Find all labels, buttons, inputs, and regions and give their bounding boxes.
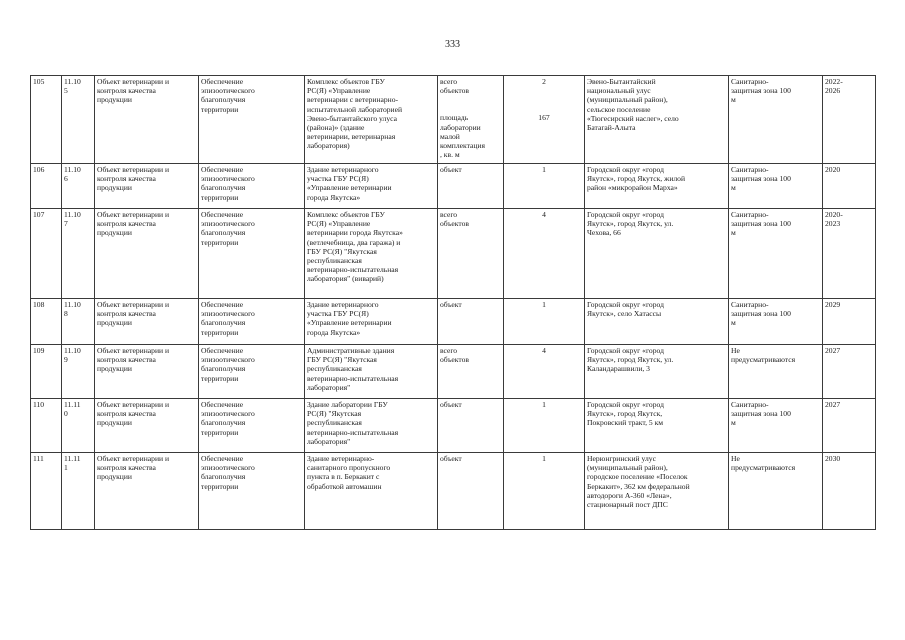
purpose-line: Обеспечение — [201, 77, 244, 86]
zone-line: защитная зона 100 — [731, 86, 791, 96]
year-line: 2030 — [825, 454, 841, 463]
object-name-line: ГБУ РС(Я) "Якутская — [307, 355, 377, 365]
unit-line: объектов — [440, 86, 469, 96]
object-type-line: контроля качества — [97, 86, 156, 96]
code-line: 11.10 — [64, 346, 81, 355]
value-cell — [504, 209, 585, 299]
unit-line: объектов — [440, 355, 469, 365]
year-cell — [823, 399, 876, 453]
value-cell — [504, 76, 585, 164]
code-line: 8 — [64, 309, 68, 319]
unit-line: , кв. м — [440, 150, 460, 160]
object-type-line: продукции — [97, 418, 132, 428]
unit-line: объектов — [440, 219, 469, 229]
code-line: 1 — [64, 463, 68, 473]
zone-line: м — [731, 318, 736, 328]
object-name-line: санитарного пропускного — [307, 463, 391, 473]
value: 4 — [542, 346, 546, 355]
location-line: Якутск», город Якутск, — [587, 409, 663, 419]
object-name-cell — [305, 345, 438, 399]
purpose-line: эпизоотического — [201, 309, 255, 319]
object-type-line: контроля качества — [97, 174, 156, 184]
zone-cell — [729, 164, 823, 209]
zone-line: защитная зона 100 — [731, 174, 791, 184]
purpose-line: территории — [201, 481, 239, 491]
purpose-line: благополучия — [201, 318, 246, 328]
purpose-line: эпизоотического — [201, 409, 255, 419]
year-line: 2020- — [825, 210, 843, 219]
value: 1 — [542, 165, 546, 174]
location-line: Покровский тракт, 5 км — [587, 418, 664, 428]
object-name-line: (ветлечебница, два гаража) и — [307, 237, 401, 247]
code-line: 5 — [64, 86, 68, 96]
location-line: Чехова, 66 — [587, 228, 621, 238]
location-line: Городской округ «город — [587, 210, 664, 219]
location-line: (муниципальный район), — [587, 463, 668, 473]
zone-line: Санитарно- — [731, 400, 769, 409]
code-line: 11.10 — [64, 165, 81, 174]
object-name-line: РС(Я) «Управление — [307, 86, 371, 96]
location-cell — [585, 399, 729, 453]
object-type-line: Объект ветеринарии и — [97, 300, 170, 309]
object-name-line: Здание ветеринарного — [307, 165, 379, 174]
object-name-line: Комплекс объектов ГБУ — [307, 210, 385, 219]
object-type-line: Объект ветеринарии и — [97, 400, 170, 409]
year-line: 2023 — [825, 219, 841, 229]
object-name-line: ветеринарно-испытательная — [307, 265, 399, 275]
object-name-line: города Якутска» — [307, 327, 361, 337]
code-cell — [62, 209, 95, 299]
table-row — [31, 76, 876, 164]
code-cell — [62, 453, 95, 530]
value-cell — [504, 345, 585, 399]
object-name-line: Здание ветеринарного — [307, 300, 379, 309]
object-name-cell — [305, 164, 438, 209]
object-type-line: Объект ветеринарии и — [97, 210, 170, 219]
object-type-line: контроля качества — [97, 309, 156, 319]
row-number-cell: 105 — [31, 76, 62, 164]
code-line: 11.11 — [64, 400, 81, 409]
purpose-line: благополучия — [201, 472, 246, 482]
unit-line: малой — [440, 131, 460, 141]
purpose-line: благополучия — [201, 183, 246, 193]
zone-line: м — [731, 183, 736, 193]
location-cell — [585, 209, 729, 299]
location-line: Городской округ «город — [587, 165, 664, 174]
location-line: «Тюгесирский наслег», село — [587, 113, 679, 123]
value: 1 — [542, 300, 546, 309]
unit-line: всего — [440, 346, 458, 355]
object-name-line: Административные здания — [307, 346, 395, 355]
code-cell — [62, 76, 95, 164]
object-name-line: республиканская — [307, 364, 362, 374]
value-cell — [504, 164, 585, 209]
table-row — [31, 164, 876, 209]
table-row — [31, 299, 876, 345]
zone-line: защитная зона 100 — [731, 219, 791, 229]
purpose-line: Обеспечение — [201, 400, 244, 409]
location-cell — [585, 453, 729, 530]
location-line: Каландарашвили, 3 — [587, 364, 650, 374]
object-type-cell — [95, 299, 199, 345]
purpose-line: эпизоотического — [201, 355, 255, 365]
object-type-line: продукции — [97, 364, 132, 374]
purpose-line: благополучия — [201, 364, 246, 374]
location-line: городское поселение «Поселок — [587, 472, 688, 482]
location-line: район «микрорайон Марха» — [587, 183, 678, 193]
object-name-line: лаборатория" — [307, 382, 351, 392]
purpose-line: Обеспечение — [201, 300, 244, 309]
object-name-line: Комплекс объектов ГБУ — [307, 77, 385, 86]
code-cell — [62, 345, 95, 399]
year-cell — [823, 76, 876, 164]
zone-line: м — [731, 228, 736, 238]
zone-line: Санитарно- — [731, 165, 769, 174]
zone-cell — [729, 209, 823, 299]
location-line: Городской округ «город — [587, 300, 664, 309]
object-name-line: ветеринарии города Якутска» — [307, 228, 403, 238]
purpose-line: эпизоотического — [201, 219, 255, 229]
purpose-line: территории — [201, 192, 239, 202]
object-name-line: города Якутска» — [307, 192, 361, 202]
year-cell — [823, 345, 876, 399]
object-type-line: продукции — [97, 472, 132, 482]
page-number: 333 — [445, 39, 460, 50]
zone-cell — [729, 299, 823, 345]
row-number-cell: 109 — [31, 345, 62, 399]
zone-cell — [729, 345, 823, 399]
zone-line: Санитарно- — [731, 77, 769, 86]
objects-table — [30, 75, 876, 530]
purpose-line: Обеспечение — [201, 346, 244, 355]
unit-line: объект — [440, 454, 462, 463]
object-type-line: продукции — [97, 318, 132, 328]
unit-line: всего — [440, 77, 458, 86]
unit-line: объект — [440, 400, 462, 409]
object-name-line: лаборатория) — [307, 141, 350, 151]
purpose-cell — [199, 345, 305, 399]
purpose-cell — [199, 209, 305, 299]
year-line: 2020 — [825, 165, 841, 174]
purpose-line: эпизоотического — [201, 86, 255, 96]
location-line: Беркакит», 362 км федеральной — [587, 481, 690, 491]
object-name-line: «Управление ветеринарии — [307, 318, 392, 328]
location-line: Городской округ «город — [587, 346, 664, 355]
unit-cell — [438, 76, 504, 164]
object-type-line: Объект ветеринарии и — [97, 346, 170, 355]
row-number-cell: 108 — [31, 299, 62, 345]
zone-line: защитная зона 100 — [731, 409, 791, 419]
object-type-cell — [95, 209, 199, 299]
object-type-line: Объект ветеринарии и — [97, 454, 170, 463]
code-cell — [62, 164, 95, 209]
year-cell — [823, 299, 876, 345]
object-name-line: лаборатория" (виварий) — [307, 274, 384, 284]
object-name-cell — [305, 299, 438, 345]
location-cell — [585, 345, 729, 399]
object-name-line: республиканская — [307, 256, 362, 266]
object-name-line: ГБУ РС(Я) "Якутская — [307, 246, 377, 256]
object-name-line: РС(Я) "Якутская — [307, 409, 362, 419]
unit-cell — [438, 453, 504, 530]
zone-line: предусматриваются — [731, 463, 796, 473]
year-line: 2029 — [825, 300, 841, 309]
unit-line: площадь — [440, 113, 469, 123]
object-name-line: Здание лаборатории ГБУ — [307, 400, 388, 409]
value-cell — [504, 399, 585, 453]
zone-line: Не — [731, 346, 740, 355]
object-type-line: продукции — [97, 183, 132, 193]
location-line: стационарный пост ДПС — [587, 500, 668, 510]
unit-gap — [440, 95, 501, 113]
purpose-line: эпизоотического — [201, 174, 255, 184]
location-cell — [585, 164, 729, 209]
purpose-line: Обеспечение — [201, 454, 244, 463]
object-type-line: Объект ветеринарии и — [97, 165, 170, 174]
zone-cell — [729, 399, 823, 453]
unit-line: объект — [440, 165, 462, 174]
purpose-cell — [199, 76, 305, 164]
value-gap — [506, 86, 582, 113]
zone-line: Не — [731, 454, 740, 463]
zone-line: м — [731, 418, 736, 428]
object-type-cell — [95, 453, 199, 530]
object-name-line: РС(Я) «Управление — [307, 219, 371, 229]
object-name-cell — [305, 209, 438, 299]
object-name-cell — [305, 399, 438, 453]
code-cell — [62, 299, 95, 345]
object-type-cell — [95, 76, 199, 164]
purpose-line: благополучия — [201, 228, 246, 238]
year-line: 2027 — [825, 400, 841, 409]
code-line: 6 — [64, 174, 68, 184]
value-cell — [504, 299, 585, 345]
object-name-line: ветеринарии с ветеринарно- — [307, 95, 399, 105]
zone-line: м — [731, 95, 736, 105]
object-type-cell — [95, 399, 199, 453]
purpose-line: Обеспечение — [201, 210, 244, 219]
purpose-cell — [199, 453, 305, 530]
location-cell — [585, 76, 729, 164]
unit-cell — [438, 164, 504, 209]
location-line: Якутск», город Якутск, ул. — [587, 219, 674, 229]
year-cell — [823, 164, 876, 209]
location-line: Городской округ «город — [587, 400, 664, 409]
object-type-line: продукции — [97, 95, 132, 105]
value-cell — [504, 453, 585, 530]
object-type-cell — [95, 345, 199, 399]
location-line: национальный улус — [587, 86, 651, 96]
object-name-line: лаборатория" — [307, 436, 351, 446]
zone-cell — [729, 76, 823, 164]
location-line: Батагай-Алыта — [587, 123, 636, 133]
zone-line: предусматриваются — [731, 355, 796, 365]
purpose-line: территории — [201, 104, 239, 114]
unit-cell — [438, 209, 504, 299]
row-number-cell: 107 — [31, 209, 62, 299]
object-name-line: ветеринарии, ветеринарная — [307, 132, 396, 142]
location-line: сельское поселение — [587, 104, 651, 114]
object-name-line: обработкой автомашин — [307, 481, 382, 491]
table-row — [31, 209, 876, 299]
purpose-cell — [199, 164, 305, 209]
year-line: 2022- — [825, 77, 843, 86]
value: 1 — [542, 454, 546, 463]
object-name-line: участка ГБУ РС(Я) — [307, 309, 369, 319]
value: 167 — [538, 113, 550, 123]
year-cell — [823, 209, 876, 299]
code-line: 7 — [64, 219, 68, 229]
code-line: 11.10 — [64, 300, 81, 309]
object-type-line: контроля качества — [97, 219, 156, 229]
code-line: 9 — [64, 355, 68, 365]
year-line: 2026 — [825, 86, 841, 96]
object-name-line: участка ГБУ РС(Я) — [307, 174, 369, 184]
object-type-line: контроля качества — [97, 409, 156, 419]
row-number-cell: 110 — [31, 399, 62, 453]
location-line: Якутск», город Якутск, жилой — [587, 174, 686, 184]
purpose-line: территории — [201, 373, 239, 383]
purpose-line: территории — [201, 427, 239, 437]
table-row — [31, 399, 876, 453]
purpose-cell — [199, 399, 305, 453]
value: 2 — [542, 77, 546, 86]
code-line: 11.11 — [64, 454, 81, 463]
object-name-line: Эвено-бытантайского улуса — [307, 113, 397, 123]
object-name-line: ветеринарно-испытательная — [307, 373, 399, 383]
unit-line: всего — [440, 210, 458, 219]
table-row — [31, 453, 876, 530]
code-line: 11.10 — [64, 77, 81, 86]
object-name-cell — [305, 76, 438, 164]
code-cell — [62, 399, 95, 453]
purpose-line: эпизоотического — [201, 463, 255, 473]
object-name-line: «Управление ветеринарии — [307, 183, 392, 193]
purpose-line: территории — [201, 237, 239, 247]
value: 4 — [542, 210, 546, 219]
purpose-cell — [199, 299, 305, 345]
zone-cell — [729, 453, 823, 530]
code-line: 11.10 — [64, 210, 81, 219]
unit-line: комплектация — [440, 141, 485, 151]
table-body — [31, 76, 876, 530]
year-line: 2027 — [825, 346, 841, 355]
location-line: автодороги А-360 «Лена», — [587, 490, 672, 500]
object-type-cell — [95, 164, 199, 209]
object-type-line: продукции — [97, 228, 132, 238]
purpose-line: Обеспечение — [201, 165, 244, 174]
purpose-line: благополучия — [201, 418, 246, 428]
location-cell — [585, 299, 729, 345]
object-type-line: Объект ветеринарии и — [97, 77, 170, 86]
object-name-cell — [305, 453, 438, 530]
object-name-line: ветеринарно-испытательная — [307, 427, 399, 437]
unit-line: лаборатории — [440, 122, 481, 132]
row-number-cell: 106 — [31, 164, 62, 209]
object-name-line: (района)» (здание — [307, 123, 365, 133]
object-type-line: контроля качества — [97, 355, 156, 365]
object-name-line: пункта в п. Беркакит с — [307, 472, 380, 482]
location-line: Якутск», село Хатассы — [587, 309, 662, 319]
purpose-line: благополучия — [201, 95, 246, 105]
location-line: Эвено-Бытантайский — [587, 77, 656, 86]
location-line: Якутск», город Якутск, ул. — [587, 355, 674, 365]
object-name-line: Здание ветеринарно- — [307, 454, 375, 463]
zone-line: защитная зона 100 — [731, 309, 791, 319]
object-name-line: испытательной лабораторией — [307, 104, 403, 114]
location-line: (муниципальный район), — [587, 95, 668, 105]
location-line: Нерюнгринский улус — [587, 454, 656, 463]
object-type-line: контроля качества — [97, 463, 156, 473]
year-cell — [823, 453, 876, 530]
zone-line: Санитарно- — [731, 210, 769, 219]
unit-cell — [438, 345, 504, 399]
purpose-line: территории — [201, 327, 239, 337]
unit-cell — [438, 299, 504, 345]
zone-line: Санитарно- — [731, 300, 769, 309]
row-number-cell: 111 — [31, 453, 62, 530]
value: 1 — [542, 400, 546, 409]
unit-line: объект — [440, 300, 462, 309]
code-line: 0 — [64, 409, 68, 419]
object-name-line: республиканская — [307, 418, 362, 428]
table-row — [31, 345, 876, 399]
unit-cell — [438, 399, 504, 453]
